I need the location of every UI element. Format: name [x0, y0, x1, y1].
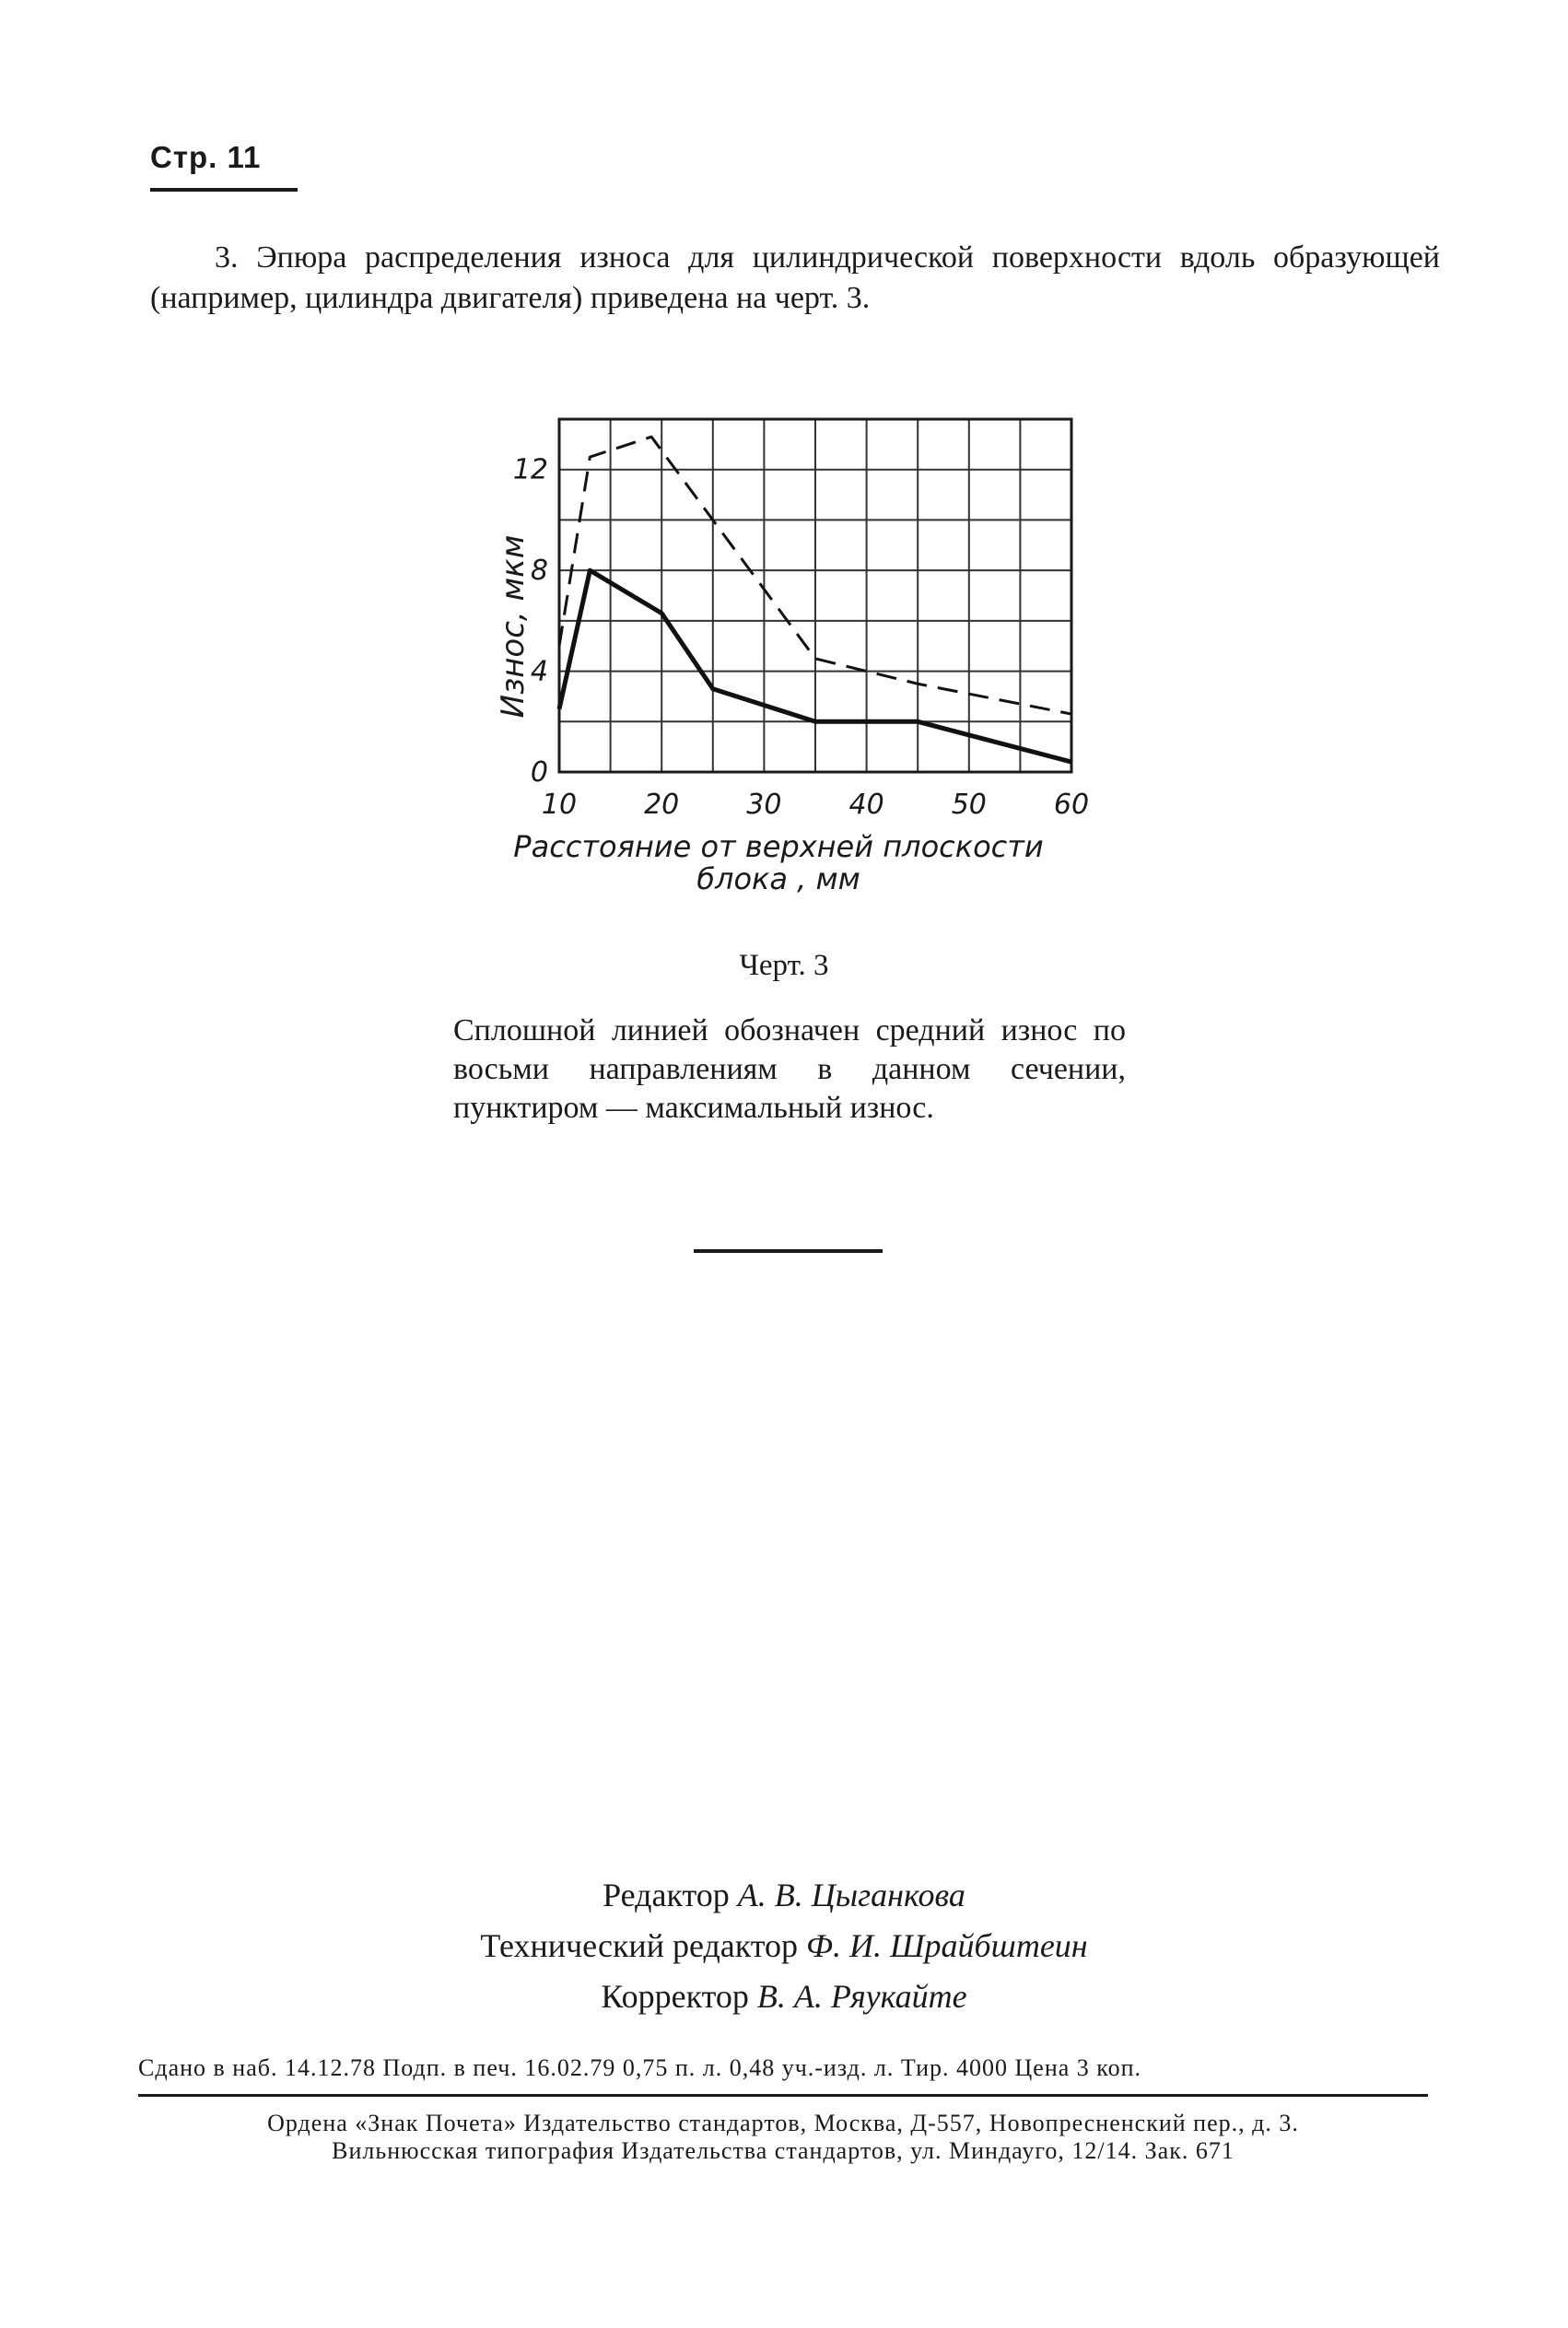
- credits-block: [0, 1870, 1568, 2022]
- credit-person: В. А. Ряукайте: [756, 1978, 967, 2015]
- credit-role: Технический редактор: [480, 1927, 799, 1964]
- y-tick-label: 4: [530, 655, 548, 688]
- x-tick-label: 50: [951, 789, 987, 821]
- wear-chart: [461, 405, 1124, 921]
- credit-proofreader: [0, 1971, 1568, 2022]
- x-tick-label: 60: [1053, 789, 1090, 821]
- imprint-printer-line: Вильнюсская типография Издательства стандартов, ул. Миндауго, 12/14. Зак. 671: [332, 2137, 1235, 2164]
- imprint-print-data: Сдано в наб. 14.12.78 Подп. в печ. 16.02.79 0,75 п. л. 0,48 уч.-изд. л. Тир. 4000 Цена 3 коп.: [138, 2054, 1141, 2081]
- figure-caption: Черт. 3: [739, 949, 829, 982]
- imprint-rule: [138, 2094, 1428, 2097]
- page-number: Стр. 11: [150, 140, 262, 174]
- imprint-publisher-line: Ордена «Знак Почета» Издательство стандартов, Москва, Д-557, Новопресненский пер., д. 3.: [267, 2110, 1299, 2136]
- header-rule: [150, 188, 298, 192]
- credit-role: Корректор: [601, 1978, 749, 2015]
- x-tick-label: 20: [644, 789, 680, 821]
- credit-editor: [0, 1870, 1568, 1921]
- imprint-publisher: [138, 2110, 1428, 2165]
- figure-note: Сплошной линией обозначен средний износ по восьми направлениям в данном сечении, пунктиром — максимальный износ.: [453, 1013, 1126, 1125]
- x-tick-label: 10: [541, 789, 578, 821]
- y-tick-label: 8: [530, 555, 548, 588]
- y-axis-label: Износ, мкм: [495, 534, 532, 719]
- x-axis-label-line1: Расстояние от верхней плоскости: [513, 829, 1044, 864]
- x-tick-label: 40: [848, 789, 884, 821]
- credit-tech-editor: [0, 1921, 1568, 1971]
- separator-rule: [694, 1249, 883, 1253]
- y-tick-label: 0: [530, 756, 548, 789]
- credit-person: А. В. Цыганкова: [737, 1877, 965, 1913]
- x-axis-label-line2: блока , мм: [696, 861, 860, 896]
- credit-role: Редактор: [603, 1877, 730, 1913]
- intro-paragraph: 3. Эпюра распределения износа для цилиндрической поверхности вдоль образующей (например, цилиндра двигателя) приведена на черт. 3.: [150, 240, 1440, 315]
- x-tick-label: 30: [746, 789, 782, 821]
- y-tick-label: 12: [512, 453, 548, 486]
- credit-person: Ф. И. Шрайбштеин: [806, 1927, 1088, 1964]
